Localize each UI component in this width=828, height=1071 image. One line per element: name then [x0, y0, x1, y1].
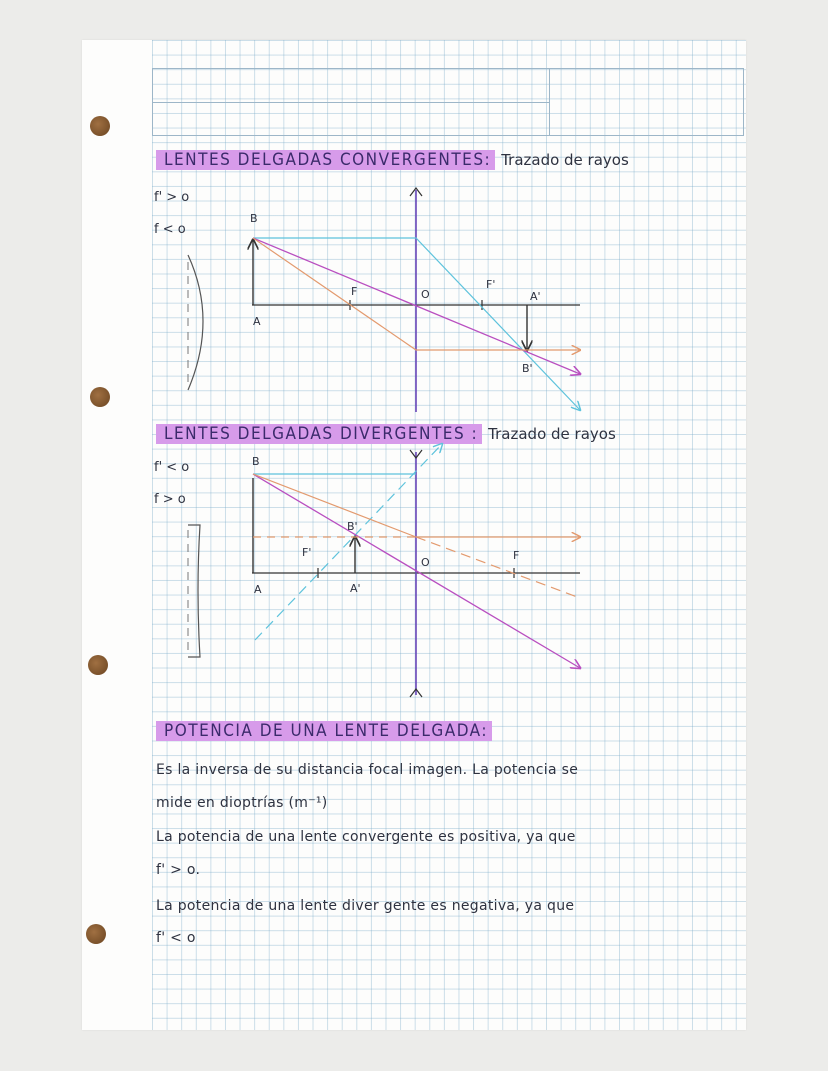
ray-focal — [253, 474, 416, 537]
divergent-diagram — [188, 444, 580, 697]
divergent-title: LENTES DELGADAS DIVERGENTES : — [156, 424, 482, 444]
power-line-5: La potencia de una lente diver gente es negativa, ya que — [156, 898, 575, 914]
power-line-1: Es la inversa de su distancia focal imagen. La potencia se — [156, 762, 579, 778]
label-A-prime: A' — [530, 290, 541, 303]
power-line-2: mide en dioptrías (m⁻¹) — [156, 795, 328, 811]
divergent-condition-1: f' < o — [154, 460, 190, 475]
divergent-subtitle: Trazado de rayos — [488, 425, 616, 443]
label-A: A — [254, 583, 262, 596]
convergent-diagram — [188, 188, 580, 412]
power-line-6: f' < o — [156, 930, 196, 946]
convergent-lens-icon — [188, 255, 203, 390]
convergent-condition-1: f' > o — [154, 190, 190, 205]
label-A-prime: A' — [350, 582, 361, 595]
convergent-condition-2: f < o — [154, 222, 186, 237]
label-A: A — [253, 315, 261, 328]
ray-focal-extension — [416, 537, 580, 598]
power-heading — [156, 721, 492, 741]
label-F-prime: F' — [486, 278, 496, 291]
label-O: O — [421, 288, 430, 301]
power-line-4: f' > o. — [156, 862, 201, 878]
divergent-lens-icon — [188, 525, 200, 657]
divergent-condition-2: f > o — [154, 492, 186, 507]
label-F-prime: F' — [302, 546, 312, 559]
label-B: B — [252, 455, 260, 468]
power-title: POTENCIA DE UNA LENTE DELGADA: — [156, 721, 492, 741]
label-F: F — [351, 285, 358, 298]
label-B-prime: B' — [522, 362, 533, 375]
label-F: F — [513, 549, 520, 562]
convergent-title: LENTES DELGADAS CONVERGENTES: — [156, 150, 495, 170]
power-line-3: La potencia de una lente convergente es positiva, ya que — [156, 829, 576, 845]
label-B: B — [250, 212, 258, 225]
label-O: O — [421, 556, 430, 569]
convergent-subtitle: Trazado de rayos — [501, 151, 629, 169]
label-B-prime: B' — [347, 520, 358, 533]
